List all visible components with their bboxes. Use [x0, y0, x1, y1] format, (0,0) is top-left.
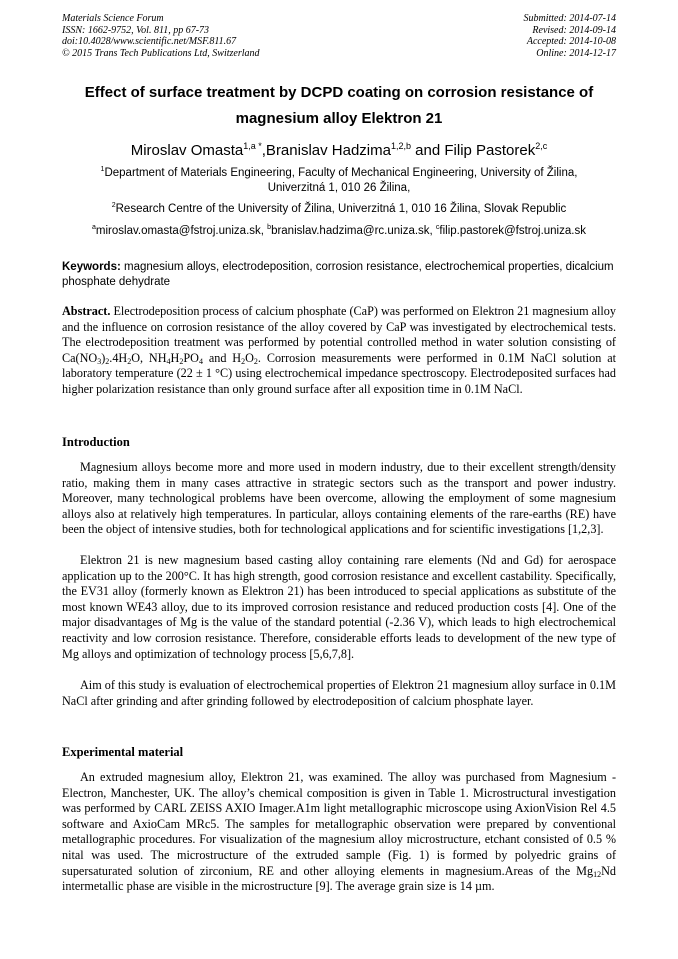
subscript: 4 [166, 356, 171, 366]
author-emails [62, 224, 616, 239]
experimental-paragraph-1 [62, 770, 616, 895]
abstract-label: Abstract. [62, 304, 111, 318]
author-list [40, 141, 638, 161]
affiliation-2-marker: 2 [111, 202, 116, 209]
keywords [62, 260, 616, 290]
introduction-paragraph-3: Aim of this study is evaluation of electrochemical properties of Elektron 21 magnesium alloy surface in 0.1M NaCl after grinding and after grinding followed by electrodeposition of calcium phosphate layer. [62, 678, 616, 708]
introduction-heading: Introduction [62, 435, 130, 449]
subscript: 4 [198, 356, 203, 366]
accepted-date: Accepted: 2014-10-08 [526, 36, 616, 47]
doi-line: doi:10.4028/www.scientific.net/MSF.811.67 [62, 36, 237, 47]
subscript: 3 [97, 356, 102, 366]
subscript: 2 [105, 356, 110, 366]
abstract-text: O, NH [131, 350, 167, 365]
subscript: 2 [179, 356, 184, 366]
email-a-marker: a [92, 224, 96, 231]
affiliation-2-text: Research Centre of the University of Žilina, Univerzitná 1, 010 16 Žilina, Slovak Republic [115, 203, 567, 215]
journal-info [62, 13, 260, 59]
abstract-text: H [170, 350, 180, 365]
author-1: Miroslav Omasta [130, 142, 244, 159]
keywords-text: magnesium alloys, electrodeposition, corrosion resistance, electrochemical properties, dicalcium phosphate dehydrate [62, 261, 614, 288]
subscript: 2 [127, 356, 132, 366]
issn-line: ISSN: 1662-9752, Vol. 811, pp 67-73 [62, 24, 210, 36]
experimental-text: An extruded magnesium alloy, Elektron 21, was examined. The alloy was purchased from Magnesium - Electron, Manchester, UK. The alloy’s chemical composition is given in Table 1. Microstructural investigation was performed by CARL ZEISS AXIO Imager.A1m light metallographic microscope using AxionVision Rel 4.5 software and AxioCam MRc5. The samples for metallographic observation were prepared by conventional metallographic procedures. For visualization of the magnesium alloy microstructure, etchant consisted of 0.5 % nital was used. The microstructure of the extruded sample (Fig. 1) is formed by polyedric grains of supersaturated solution of zirconium, RE and other alloying elements in magnesium.Areas of the Mg [62, 770, 616, 878]
email-c[interactable]: filip.pastorek@fstroj.uniza.sk [439, 225, 586, 237]
title-line-2: magnesium alloy Elektron 21 [235, 110, 443, 127]
abstract-text: .4H [109, 350, 128, 365]
title-line-1: Effect of surface treatment by DCPD coating on corrosion resistance of [84, 84, 594, 101]
email-b[interactable]: branislav.hadzima@rc.uniza.sk, [271, 225, 436, 237]
introduction-paragraph-2: Elektron 21 is new magnesium based casting alloy containing rare elements (Nd and Gd) for aerospace application up to the 200°C. It has high strength, good corrosion resistance and excellent castability. Specifically, the EV31 alloy (formerly known as Elektron 21) has been introduced to special applications as substitute of the most known WE43 alloy, due to its improved corrosion resistance and reduced production costs [4]. One of the major disadvantages of Mg is the value of the standard potential (-2.36 V), which leads to high electrochemical reactivity and low corrosion resistance. Therefore, considerable efforts leads to development of the new type of Mg alloys and optimization of technology process [5,6,7,8]. [62, 553, 616, 661]
subscript: 12 [593, 869, 602, 879]
affiliation-2 [62, 202, 616, 217]
email-a[interactable]: miroslav.omasta@fstroj.uniza.sk, [95, 225, 268, 237]
email-c-marker: c [435, 224, 440, 231]
affiliation-1-line-1: Department of Materials Engineering, Faculty of Mechanical Engineering, University of Žilina, [104, 167, 578, 179]
author-3: and Filip Pastorek [411, 142, 536, 159]
abstract-text: PO [183, 350, 199, 365]
paper-title [48, 80, 630, 132]
online-date: Online: 2014-12-17 [536, 47, 616, 59]
abstract-text: ) [101, 350, 106, 365]
author-2: ,Branislav Hadzima [261, 142, 391, 159]
abstract [62, 304, 616, 398]
introduction-paragraph-1: Magnesium alloys become more and more used in modern industry, due to their excellent strength/density ratio, making them in many cases attractive in strategic sectors such as the transport and power industry. Moreover, many technological problems have been overcome, allowing the employment of some magnesium alloys also at relatively high temperatures. In particular, alloys containing elements of the rare-earths (RE) have been the object of intensive studies, both for technological applications and for scientific investigations [1,2,3]. [62, 460, 616, 537]
email-b-marker: b [267, 224, 272, 231]
author-3-affil: 2,c [535, 141, 548, 151]
copyright-line: © 2015 Trans Tech Publications Ltd, Switzerland [62, 47, 260, 59]
submission-dates [524, 13, 617, 59]
subscript: 2 [253, 356, 258, 366]
abstract-text: Electrodeposition process of calcium phosphate (CaP) was performed on Elektron 21 magnesium alloy and the influence on corrosion resistance of the alloy covered by CaP was investigated by electrochemical tests. The electrodeposition treatment was performed by potential controlled method in water solution consisting of Ca(NO [62, 304, 616, 365]
experimental-text: Nd intermetallic phase are visible in the microstructure [9]. The average grain size is 14 µm. [62, 863, 616, 894]
subscript: 2 [241, 356, 246, 366]
abstract-text: O [245, 350, 254, 365]
keywords-label: Keywords: [62, 261, 121, 273]
abstract-text: and H [202, 350, 242, 365]
affiliation-1-marker: 1 [100, 166, 105, 173]
experimental-heading: Experimental material [62, 745, 184, 759]
affiliation-1-line-2: Univerzitná 1, 010 26 Žilina, [267, 182, 411, 194]
author-2-affil: 1,2,b [390, 141, 412, 151]
journal-name: Materials Science Forum [62, 13, 164, 24]
author-1-affil: 1,a * [243, 141, 262, 151]
submitted-date: Submitted: 2014-07-14 [523, 13, 616, 24]
abstract-text: . Corrosion measurements were performed in 0.1M NaCl solution at laboratory temperature (22 ± 1 °C) using electrochemical impedance spectroscopy. Electrodeposited surfaces had higher polarization resistance than only ground surface after all exposition time in 0.1M NaCl. [62, 350, 617, 396]
revised-date: Revised: 2014-09-14 [532, 24, 616, 36]
affiliation-1 [62, 166, 616, 196]
